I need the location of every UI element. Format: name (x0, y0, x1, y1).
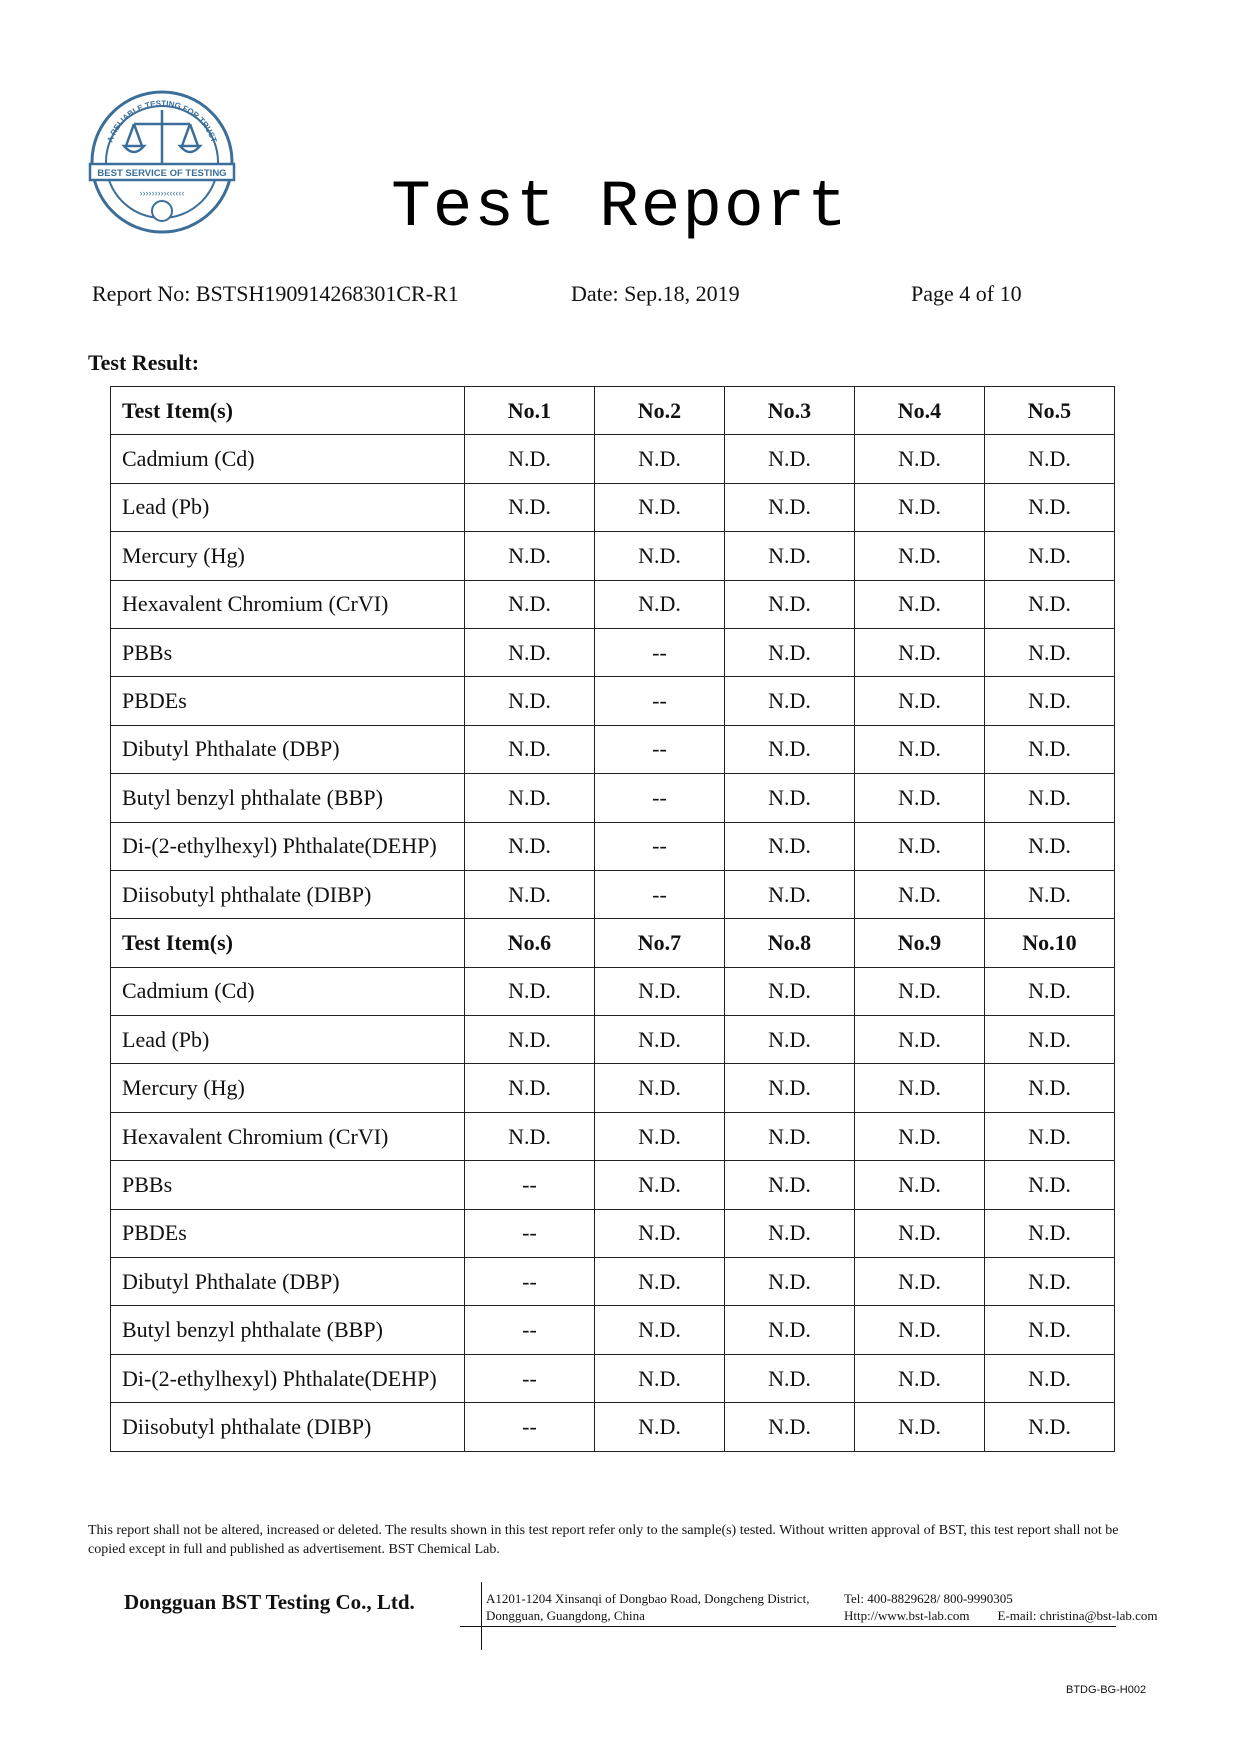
result-cell: N.D. (985, 1064, 1115, 1112)
result-cell: N.D. (465, 870, 595, 918)
result-cell: N.D. (985, 1306, 1115, 1354)
report-date: Date: Sep.18, 2019 (571, 281, 740, 306)
result-cell: N.D. (465, 967, 595, 1015)
footer-divider-horizontal (460, 1626, 1116, 1627)
email-link[interactable]: E-mail: christina@bst-lab.com (997, 1608, 1158, 1623)
header-sample-no: No.7 (595, 919, 725, 967)
result-cell: N.D. (465, 1064, 595, 1112)
result-cell: N.D. (725, 532, 855, 580)
table-row (111, 677, 1115, 725)
result-cell: N.D. (725, 483, 855, 531)
company-name: Dongguan BST Testing Co., Ltd. (124, 1590, 415, 1614)
result-cell: -- (465, 1161, 595, 1209)
table-header-row (111, 387, 1115, 435)
company-address (486, 1590, 810, 1624)
result-cell: N.D. (725, 677, 855, 725)
svg-text:›››››››››‹‹‹‹‹‹: ›››››››››‹‹‹‹‹‹ (139, 188, 185, 198)
result-cell: N.D. (855, 1354, 985, 1402)
table-row (111, 1258, 1115, 1306)
result-cell: N.D. (855, 483, 985, 531)
result-cell: N.D. (725, 822, 855, 870)
header-sample-no: No.2 (595, 387, 725, 435)
result-cell: N.D. (855, 1258, 985, 1306)
result-cell: N.D. (855, 1112, 985, 1160)
table-row (111, 822, 1115, 870)
result-cell: -- (595, 822, 725, 870)
result-cell: N.D. (725, 1258, 855, 1306)
result-cell: N.D. (985, 1403, 1115, 1451)
disclaimer-text: This report shall not be altered, increased or deleted. The results shown in this test report refer only to the sample(s) tested. Without written approval of BST, this test report shall not be copied except in full and published as advertisement. BST Chemical Lab. (88, 1523, 1119, 1557)
result-cell: N.D. (465, 1112, 595, 1160)
company-contact (844, 1590, 1158, 1624)
test-item-name: Lead (Pb) (111, 483, 465, 531)
result-cell: N.D. (985, 870, 1115, 918)
result-cell: N.D. (725, 1403, 855, 1451)
result-cell: N.D. (985, 725, 1115, 773)
result-cell: N.D. (595, 580, 725, 628)
test-item-name: Diisobutyl phthalate (DIBP) (111, 870, 465, 918)
result-cell: N.D. (465, 580, 595, 628)
result-cell: N.D. (855, 532, 985, 580)
result-cell: N.D. (985, 677, 1115, 725)
svg-text:A RELIABLE TESTING FOR TRUST: A RELIABLE TESTING FOR TRUST (105, 98, 219, 144)
document-title: Test Report (391, 170, 849, 245)
table-row (111, 628, 1115, 676)
report-number: Report No: BSTSH190914268301CR-R1 (92, 281, 459, 306)
header-test-item: Test Item(s) (111, 919, 465, 967)
result-cell: -- (595, 725, 725, 773)
result-cell: N.D. (595, 1209, 725, 1257)
test-item-name: Butyl benzyl phthalate (BBP) (111, 774, 465, 822)
result-cell: -- (465, 1209, 595, 1257)
result-cell: N.D. (595, 532, 725, 580)
result-cell: -- (595, 870, 725, 918)
result-cell: N.D. (855, 580, 985, 628)
test-item-name: PBBs (111, 1161, 465, 1209)
result-cell: N.D. (985, 435, 1115, 483)
result-cell: N.D. (985, 580, 1115, 628)
test-results-table (110, 386, 1115, 1452)
result-cell: N.D. (855, 774, 985, 822)
result-cell: N.D. (465, 1016, 595, 1064)
table-row (111, 725, 1115, 773)
section-heading: Test Result: (88, 350, 200, 375)
header-sample-no: No.9 (855, 919, 985, 967)
result-cell: N.D. (855, 822, 985, 870)
table-row (111, 774, 1115, 822)
test-item-name: Cadmium (Cd) (111, 435, 465, 483)
result-cell: N.D. (725, 1306, 855, 1354)
table-row (111, 967, 1115, 1015)
test-item-name: PBBs (111, 628, 465, 676)
result-cell: N.D. (465, 628, 595, 676)
test-item-name: Cadmium (Cd) (111, 967, 465, 1015)
test-item-name: Di-(2-ethylhexyl) Phthalate(DEHP) (111, 822, 465, 870)
result-cell: N.D. (855, 1209, 985, 1257)
result-cell: N.D. (985, 1354, 1115, 1402)
test-item-name: Mercury (Hg) (111, 532, 465, 580)
result-cell: N.D. (595, 435, 725, 483)
result-cell: N.D. (465, 774, 595, 822)
result-cell: N.D. (725, 580, 855, 628)
result-cell: N.D. (465, 822, 595, 870)
header-sample-no: No.10 (985, 919, 1115, 967)
result-cell: N.D. (595, 1016, 725, 1064)
result-cell: N.D. (465, 435, 595, 483)
result-cell: N.D. (985, 967, 1115, 1015)
header-sample-no: No.3 (725, 387, 855, 435)
table-row (111, 1064, 1115, 1112)
result-cell: -- (595, 628, 725, 676)
header-test-item: Test Item(s) (111, 387, 465, 435)
table-row (111, 483, 1115, 531)
result-cell: N.D. (725, 1209, 855, 1257)
test-item-name: Butyl benzyl phthalate (BBP) (111, 1306, 465, 1354)
test-item-name: Hexavalent Chromium (CrVI) (111, 580, 465, 628)
test-item-name: PBDEs (111, 677, 465, 725)
result-cell: N.D. (725, 435, 855, 483)
result-cell: N.D. (985, 1016, 1115, 1064)
test-item-name: Diisobutyl phthalate (DIBP) (111, 1403, 465, 1451)
result-cell: N.D. (855, 628, 985, 676)
result-cell: N.D. (855, 677, 985, 725)
test-item-name: Dibutyl Phthalate (DBP) (111, 725, 465, 773)
result-cell: N.D. (985, 1112, 1115, 1160)
result-cell: N.D. (855, 1016, 985, 1064)
result-cell: N.D. (985, 1258, 1115, 1306)
header-sample-no: No.5 (985, 387, 1115, 435)
result-cell: N.D. (595, 483, 725, 531)
result-cell: N.D. (595, 1112, 725, 1160)
table-row (111, 580, 1115, 628)
result-cell: N.D. (985, 483, 1115, 531)
result-cell: N.D. (595, 1064, 725, 1112)
result-cell: N.D. (595, 1306, 725, 1354)
result-cell: N.D. (725, 774, 855, 822)
result-cell: -- (465, 1306, 595, 1354)
result-cell: N.D. (725, 1112, 855, 1160)
result-cell: N.D. (855, 870, 985, 918)
result-cell: -- (465, 1258, 595, 1306)
result-cell: N.D. (985, 532, 1115, 580)
address-line-1: A1201-1204 Xinsanqi of Dongbao Road, Dongcheng District, (486, 1591, 810, 1606)
result-cell: N.D. (465, 532, 595, 580)
table-row (111, 1209, 1115, 1257)
table-row (111, 1403, 1115, 1451)
result-cell: N.D. (855, 1161, 985, 1209)
table-row (111, 1112, 1115, 1160)
telephone: Tel: 400-8829628/ 800-9990305 (844, 1591, 1013, 1606)
result-cell: N.D. (465, 677, 595, 725)
footer-divider-vertical (481, 1582, 482, 1650)
result-cell: N.D. (985, 1161, 1115, 1209)
table-row (111, 1306, 1115, 1354)
test-item-name: Mercury (Hg) (111, 1064, 465, 1112)
svg-text:BEST SERVICE OF TESTING: BEST SERVICE OF TESTING (97, 168, 227, 179)
table-row (111, 1354, 1115, 1402)
header-sample-no: No.6 (465, 919, 595, 967)
page-number: Page 4 of 10 (911, 281, 1022, 306)
result-cell: N.D. (855, 725, 985, 773)
result-cell: N.D. (725, 1064, 855, 1112)
result-cell: -- (595, 774, 725, 822)
result-cell: N.D. (725, 1354, 855, 1402)
test-item-name: Di-(2-ethylhexyl) Phthalate(DEHP) (111, 1354, 465, 1402)
address-line-2: Dongguan, Guangdong, China (486, 1608, 645, 1623)
result-cell: N.D. (725, 967, 855, 1015)
website-link[interactable]: Http://www.bst-lab.com (844, 1608, 970, 1623)
result-cell: -- (465, 1403, 595, 1451)
document-code: BTDG-BG-H002 (1066, 1684, 1147, 1696)
table-row (111, 435, 1115, 483)
result-cell: N.D. (855, 435, 985, 483)
test-item-name: Lead (Pb) (111, 1016, 465, 1064)
result-cell: N.D. (595, 1161, 725, 1209)
table-row (111, 870, 1115, 918)
result-cell: N.D. (855, 1064, 985, 1112)
result-cell: N.D. (725, 870, 855, 918)
test-item-name: Hexavalent Chromium (CrVI) (111, 1112, 465, 1160)
result-cell: N.D. (985, 1209, 1115, 1257)
test-item-name: PBDEs (111, 1209, 465, 1257)
result-cell: N.D. (595, 1258, 725, 1306)
header-sample-no: No.1 (465, 387, 595, 435)
table-header-row (111, 919, 1115, 967)
result-cell: N.D. (595, 967, 725, 1015)
result-cell: N.D. (855, 1403, 985, 1451)
result-cell: N.D. (725, 628, 855, 676)
result-cell: N.D. (725, 1016, 855, 1064)
result-cell: N.D. (725, 725, 855, 773)
table-row (111, 532, 1115, 580)
result-cell: N.D. (465, 725, 595, 773)
table-row (111, 1161, 1115, 1209)
table-row (111, 1016, 1115, 1064)
result-cell: N.D. (985, 628, 1115, 676)
result-cell: N.D. (985, 774, 1115, 822)
header-sample-no: No.8 (725, 919, 855, 967)
result-cell: -- (465, 1354, 595, 1402)
header-sample-no: No.4 (855, 387, 985, 435)
result-cell: N.D. (985, 822, 1115, 870)
result-cell: N.D. (855, 1306, 985, 1354)
result-cell: N.D. (855, 967, 985, 1015)
result-cell: N.D. (465, 483, 595, 531)
result-cell: N.D. (595, 1403, 725, 1451)
result-cell: N.D. (595, 1354, 725, 1402)
result-cell: -- (595, 677, 725, 725)
result-cell: N.D. (725, 1161, 855, 1209)
test-item-name: Dibutyl Phthalate (DBP) (111, 1258, 465, 1306)
